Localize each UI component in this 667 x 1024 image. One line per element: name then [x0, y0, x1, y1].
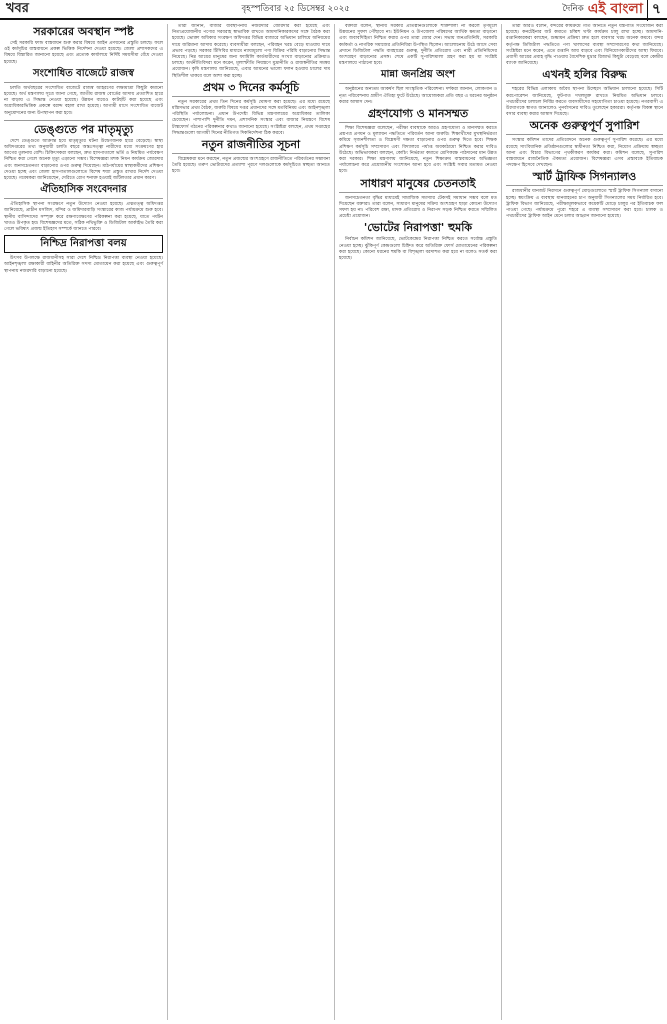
column-1 [0, 24, 167, 1020]
headline: 'ভোটের নিরাপত্তা' হুমকি [363, 221, 473, 235]
column-4 [501, 24, 667, 1020]
article-text: নতুন সরকারের প্রথম তিন দিনের কর্মসূচি ঘোষণা করা হয়েছে। এর মধ্যে রয়েছে মন্ত্রিসভার প্রথম বৈঠক, জরুরি বিষয়ে দপ্তর প্রধানদের সঙ্গে মতবিনিময় এবং আইনশৃঙ্খলা পরিস্থিতি পর্যালোচনা। প্রধান উপদেষ্টা বিভিন্ন মন্ত্রণালয়ের অগ্রাধিকার তালিকা চেয়েছেন। পাশাপাশি দুর্নীতি দমন, প্রশাসনিক সংস্কার এবং বাজার নিয়ন্ত্রণে বিশেষ টাস্কফোর্স গঠনের পরিকল্পনার কথাও জানানো হয়েছে। সংশ্লিষ্টরা বলছেন, প্রথম সপ্তাহের সিদ্ধান্তগুলো আগামী দিনের নীতিগত দিকনির্দেশনা ঠিক করবে। [172, 99, 330, 136]
headline: নতুন রাজনীতির সূচনা [172, 139, 330, 154]
headline: ঐতিহাসিক সংবেদনার [4, 184, 163, 199]
article-text: ঐতিহাসিক স্থাপনা সংরক্ষণে নতুন উদ্যোগ নেওয়া হয়েছে। প্রত্নতত্ত্ব অধিদপ্তর জানিয়েছে, প্রাচীন মসজিদ, মন্দির ও জমিদারবাড়ি সংস্কারের কাজ পর্যায়ক্রমে শুরু হবে। স্থানীয় বাসিন্দাদের সম্পৃক্ত করে রক্ষণাবেক্ষণের পরিকল্পনা করা হয়েছে, যাতে পর্যটন খাতও উপকৃত হয়। বিশেষজ্ঞদের মতে, সঠিক নথিভুক্তি ও ডিজিটাল আর্কাইভ তৈরি করা গেলে ভবিষ্যৎ প্রজন্ম ইতিহাস সম্পর্কে জানতে পারবে। [4, 202, 163, 233]
article-text: সেই সরকারি ফান্ড বাস্তবায়ন শুরু করার বিষয়ে আইন প্রণয়নের প্রস্তুতি চলছে। ফলে ওই কর্মসূচির বাস্তবায়নে প্রকল্প ভিত্তিক নির্দেশনা দেওয়া হয়েছে। জেলা প্রশাসকদের এ বিষয়ে বিস্তারিত জানানো হয়েছে এবং প্রত্যেক কার্যালয়ে নির্দিষ্ট সময়সীমা বেঁধে দেওয়া হয়েছে। [4, 41, 163, 65]
divider [4, 120, 163, 121]
article-text: শিক্ষা বিশেষজ্ঞরা বলেছেন, পরীক্ষা ব্যবস্থাকে আরও গ্রহণযোগ্য ও মানসম্মত করতে প্রশ্নপত্র প্রণয়ন ও মূল্যায়ন পদ্ধতিতে পরিবর্তন আনা জরুরি। শিক্ষার্থীদের মুখস্থনির্ভরতা কমিয়ে সৃজনশীলতা ও বিশ্লেষণী দক্ষতা বাড়ানোর ওপর গুরুত্ব দিতে হবে। শিক্ষক প্রশিক্ষণ কর্মসূচি সম্প্রসারণ এবং বিদ্যালয়ে পর্যাপ্ত অবকাঠামো নিশ্চিত করার দাবিও উঠেছে। অভিভাবকরা বলছেন, কোচিং নির্ভরতা কমাতে শ্রেণিকক্ষে পাঠদানের মান উন্নত করা দরকার। শিক্ষা মন্ত্রণালয় জানিয়েছে, নতুন শিক্ষাক্রম বাস্তবায়নের অভিজ্ঞতা পর্যালোচনা করে প্রয়োজনীয় সংশোধন আনা হবে এবং সংশ্লিষ্ট সবার মতামত নেওয়া হবে। [339, 126, 497, 175]
issue-date: বৃহস্পতিবার ২৫ ডিসেম্বর ২০২৫ [241, 4, 350, 14]
brand-prefix: দৈনিক [562, 4, 584, 14]
article-text: বিশ্লেষকরা মনে করছেন, নতুন প্রজন্মের অংশগ্রহণে রাজনীতিতে পরিবর্তনের সম্ভাবনা তৈরি হয়েছে। তরুণ ভোটারদের প্রত্যাশা পূরণে দলগুলোকে কর্মসূচিতে স্বচ্ছতা আনতে হবে। [172, 157, 330, 175]
headline: এখনই হলির বিরুদ্ধ [506, 69, 663, 84]
masthead [562, 0, 661, 21]
section-title: খবর [6, 0, 29, 16]
article-text: তারা আরও বলেন, বন্দরের কার্যক্রমে গতি আনতে নতুন যন্ত্রপাতি সংযোজন করা হয়েছে। কনটেইনার জট কমাতে চব্বিশ ঘণ্টা কার্যক্রম চালু রাখা হচ্ছে। আমদানি-রপ্তানিকারকরা বলছেন, শুল্কায়ন প্রক্রিয়া দ্রুত হলে ব্যবসার খরচ অনেক কমবে। বন্দর কর্তৃপক্ষ ডিজিটাল পদ্ধতিতে পণ্য খালাসের ব্যবস্থা সম্প্রসারণের কথা জানিয়েছে। সংশ্লিষ্টরা মনে করেন, এতে রপ্তানি আয় বাড়বে এবং বিনিয়োগকারীদের আস্থা ফিরবে। প্রবাসী আয়ের প্রবাহ বৃদ্ধি পাওয়ায় বৈদেশিক মুদ্রার রিজার্ভ কিছুটা বেড়েছে বলে কেন্দ্রীয় ব্যাংক জানিয়েছে। [506, 24, 663, 67]
page-header [0, 0, 667, 20]
article-text: দেশে ডেঙ্গুতে আক্রান্ত হয়ে মাতৃমৃত্যুর ঘটনা উদ্বেগজনক হারে বেড়েছে। স্বাস্থ্য অধিদপ্তরের তথ্য অনুযায়ী চলতি বছরে অন্তঃসত্ত্বা নারীদের মধ্যে সংক্রমণের হার আগের তুলনায় বেশি। চিকিৎসকরা বলছেন, দ্রুত হাসপাতালে ভর্তি ও নিয়মিত পর্যবেক্ষণ নিশ্চিত করা গেলে অনেক মৃত্যু এড়ানো সম্ভব। বিশেষজ্ঞরা মশক নিধন কার্যক্রম জোরদার এবং জনসচেতনতা বাড়ানোর ওপর গুরুত্ব দিয়েছেন। মাঠপর্যায়ের স্বাস্থ্যকর্মীদের প্রশিক্ষণ দেওয়া হচ্ছে এবং জেলা হাসপাতালগুলোতে বিশেষ শয্যা প্রস্তুত রাখার নির্দেশ দেওয়া হয়েছে। গবেষকরা জানিয়েছেন, দেরিতে রোগ শনাক্ত হওয়াই জটিলতার প্রধান কারণ। [4, 138, 163, 182]
column-3 [334, 24, 501, 1020]
brand-name: এই বাংলা [587, 1, 643, 17]
article-text: বক্তারা বলেন, স্থানীয় সরকার প্রতিষ্ঠানগুলোকে শক্তিশালী না করলে তৃণমূলে উন্নয়নের সুফল পৌঁছাবে না। ইউনিয়ন ও উপজেলা পরিষদের আর্থিক ক্ষমতা বাড়ানো এবং জবাবদিহিতা নিশ্চিত করার ওপর তারা জোর দেন। সভায় জনপ্রতিনিধি, সরকারি কর্মকর্তা ও নাগরিক সমাজের প্রতিনিধিরা উপস্থিত ছিলেন। আলোচনায় উঠে আসে সেবা প্রদানে ডিজিটাল পদ্ধতি ব্যবহারের গুরুত্ব, দুর্নীতি প্রতিরোধ এবং নারী প্রতিনিধিদের অংশগ্রহণ বাড়ানোর প্রসঙ্গ। শেষে একটি সুপারিশমালা গ্রহণ করা হয় যা সংশ্লিষ্ট মন্ত্রণালয়ে পাঠানো হবে। [339, 24, 497, 67]
article-text: রাজধানীর যানজট নিরসনে গুরুত্বপূর্ণ মোড়গুলোতে স্মার্ট ট্রাফিক সিগন্যাল বসানো হচ্ছে। স্বয়ংক্রিয় এ ব্যবস্থায় যানবাহনের চাপ অনুযায়ী সিগন্যালের সময় নির্ধারিত হবে। ট্রাফিক বিভাগ জানিয়েছে, পরীক্ষামূলকভাবে কয়েকটি মোড়ে চালুর পর ইতিবাচক ফল পাওয়া গেছে। পর্যায়ক্রমে পুরো শহরে এ ব্যবস্থা সম্প্রসারণ করা হবে। চালক ও পথচারীদের ট্রাফিক আইন মেনে চলার আহ্বান জানানো হয়েছে। [506, 189, 663, 220]
headline: ডেঙ্গুতে পর মাতৃমৃত্যু [33, 122, 134, 136]
article-text: শহরের বিভিন্ন এলাকায় অবৈধ স্থাপনা উচ্ছেদে অভিযান চালানো হয়েছে। সিটি করপোরেশন জানিয়েছে, ফুটপাত দখলমুক্ত রাখতে নিয়মিত অভিযান চলবে। পথচারীদের চলাচল নির্বিঘ্ন করতে ব্যবসায়ীদের সহযোগিতা চাওয়া হয়েছে। নগরবাসী এ উদ্যোগকে স্বাগত জানালেও পুনর্বাসনের দাবিও তুলেছেন হকাররা। কর্তৃপক্ষ বিকল্প স্থানে বসার ব্যবস্থা করার আশ্বাস দিয়েছে। [506, 87, 663, 118]
article-text: সংস্কার কমিশন তাদের প্রতিবেদনে অনেক গুরুত্বপূর্ণ সুপারিশ করেছে। এর মধ্যে রয়েছে সাংবিধানিক প্রতিষ্ঠানগুলোর স্বাধীনতা নিশ্চিত করা, নিয়োগ প্রক্রিয়ায় স্বচ্ছতা আনা এবং বিচার বিভাগের পৃথকীকরণ কার্যকর করা। কমিশন বলেছে, সুপারিশ বাস্তবায়নে রাজনৈতিক ঐকমত্য প্রয়োজন। বিশেষজ্ঞরা এসব প্রস্তাবকে ইতিবাচক পদক্ষেপ হিসেবে দেখছেন। [506, 138, 663, 169]
article-text: চলতি অর্থবছরের সংশোধিত বাজেটে রাজস্ব আহরণের লক্ষ্যমাত্রা কিছুটা কমানো হয়েছে। অর্থ মন্ত্রণালয় সূত্রে জানা গেছে, জাতীয় রাজস্ব বোর্ডের আদায় প্রত্যাশিত হারে না বাড়ায় এ সিদ্ধান্ত নেওয়া হয়েছে। উন্নয়ন ব্যয়েও কাটছাঁট করা হয়েছে এবং অগ্রাধিকারভিত্তিক প্রকল্পে বরাদ্দ বহাল রাখা হয়েছে। আগামী মাসে সংশোধিত বাজেট অনুমোদনের জন্য উপস্থাপন করা হবে। [4, 85, 163, 116]
page-number: ৭ [647, 0, 661, 21]
headline: অনেক গুরুত্বপূর্ণ সুপারিশ [506, 120, 663, 135]
article-text: উৎসব উপলক্ষে রাজধানীসহ সারা দেশে নিশ্চিদ্র নিরাপত্তা ব্যবস্থা নেওয়া হয়েছে। আইনশৃঙ্খলা রক্ষাকারী বাহিনীর অতিরিক্ত সদস্য মোতায়েন করা হয়েছে এবং গুরুত্বপূর্ণ স্থাপনায় নজরদারি বাড়ানো হয়েছে। [4, 256, 163, 274]
article-text: জনসচেতনতা বৃদ্ধির মাধ্যমেই সামাজিক সমস্যার টেকসই সমাধান সম্ভব বলে মত দিয়েছেন বক্তারা। তারা বলেন, সাধারণ মানুষের সক্রিয় অংশগ্রহণ ছাড়া কোনো উদ্যোগ সফল হয় না। পরিবেশ রক্ষা, মাদক প্রতিরোধ ও নিরাপদ সড়ক নিশ্চিত করতে সম্মিলিত প্রচেষ্টা প্রয়োজন। [339, 195, 497, 220]
article-text: তারা জানান, বাজার ব্যবস্থাপনায় নজরদারি জোরদার করা হয়েছে এবং নিত্যপ্রয়োজনীয় পণ্যের সরবরাহ স্বাভাবিক রাখতে আমদানিকারকদের সঙ্গে বৈঠক করা হয়েছে। ভোক্তা অধিকার সংরক্ষণ অধিদপ্তর বিভিন্ন বাজারে অভিযান চালিয়ে অনিয়মের দায়ে জরিমানা আদায় করেছে। ব্যবসায়ীরা বলছেন, পরিবহন খরচ বেড়ে যাওয়ায় দামে প্রভাব পড়ছে। সরকার টিসিবির মাধ্যমে ন্যায্যমূল্যে পণ্য বিক্রির পরিধি বাড়ানোর সিদ্ধান্ত নিয়েছে। নিম্ন আয়ের মানুষের জন্য ফ্যামিলি কার্ডধারীদের সংখ্যা বাড়ানোর প্রক্রিয়াও চলছে। অর্থনীতিবিদরা মনে করেন, মূল্যস্ফীতি নিয়ন্ত্রণে মুদ্রানীতি ও রাজস্বনীতির সমন্বয় প্রয়োজন। কৃষি মন্ত্রণালয় জানিয়েছে, এবার আমনের ভালো ফলন হওয়ায় চালের দাম স্থিতিশীল থাকবে বলে আশা করা হচ্ছে। [172, 24, 330, 79]
headline: মান্না জনপ্রিয় অংশ [339, 69, 497, 84]
headline: সাধারণ মানুষের চেতনতাই [339, 178, 497, 193]
headline: সংশোধিত বাজেটে রাজস্ব [4, 68, 163, 83]
article-text: নির্বাচন কমিশন জানিয়েছে, ভোটকেন্দ্রের নিরাপত্তা নিশ্চিত করতে সর্বোচ্চ প্রস্তুতি নেওয়া হচ্ছে। ঝুঁকিপূর্ণ কেন্দ্রগুলো চিহ্নিত করে অতিরিক্ত ফোর্স মোতায়েনের পরিকল্পনা করা হয়েছে। কোনো ধরনের হুমকি বা বিশৃঙ্খলা বরদাশত করা হবে না বলেও সতর্ক করা হয়েছে। [339, 237, 497, 262]
headline: নিশ্চিদ্র নিরাপত্তা বলয় [4, 235, 163, 253]
headline: গ্রহণযোগ্য ও মানসম্মত [339, 108, 497, 123]
article-text: অনুষ্ঠানের অন্যতম আকর্ষণ ছিল সাংস্কৃতিক পরিবেশনা। দর্শকরা জানান, লোকগান ও নৃত্য পরিবেশনায় গ্রামীণ ঐতিহ্য ফুটে উঠেছে। আয়োজকরা প্রতি বছর এ ধরনের অনুষ্ঠান করার আশ্বাস দেন। [339, 87, 497, 105]
headline: প্রথম ৩ দিনের কর্মসূচি [172, 82, 330, 97]
headline: স্মার্ট ট্রাফিক সিগন্যালও [506, 171, 663, 186]
column-2 [167, 24, 334, 1020]
headline: সরকারের অবস্থান স্পষ্ট [33, 25, 134, 38]
